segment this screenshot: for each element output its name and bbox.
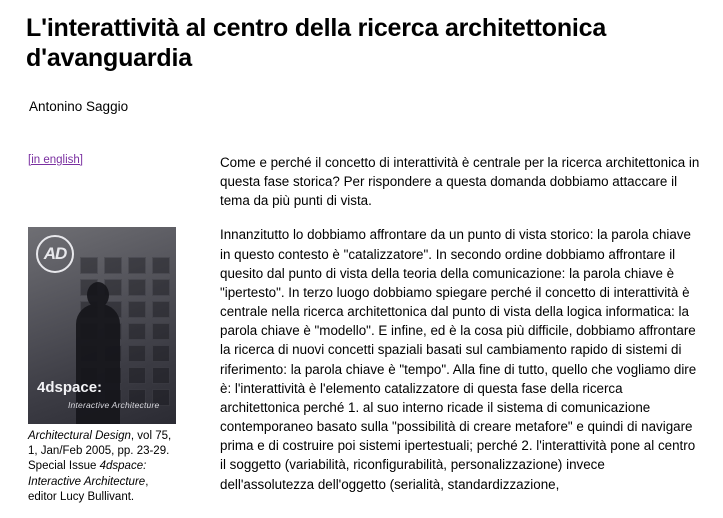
- caption-issue: , vol 75, 1, Jan/Feb 2005, pp. 23-29. Special Issue: [28, 430, 172, 473]
- page-title: L'interattività al centro della ricerca architettonica d'avanguardia: [26, 14, 607, 72]
- book-cover-image: [28, 227, 176, 424]
- ad-logo-icon: AD: [36, 235, 74, 273]
- figure-image: [28, 227, 176, 505]
- in-english-link[interactable]: [in english]: [28, 154, 83, 166]
- caption-journal: Architectural Design: [28, 430, 131, 442]
- caption-editor: , editor Lucy Bullivant.: [28, 475, 149, 503]
- content-columns: [26, 150, 701, 509]
- paragraph-1: Come e perché il concetto di interattività è centrale per la ricerca architettonica in questa fase storica? Per rispondere a questa domanda dobbiamo attaccare il tema da più punti di vista.: [220, 155, 700, 209]
- caption-special-title: 4dspace: Interactive Architecture: [28, 460, 147, 488]
- cover-subtitle: Interactive Architecture: [68, 400, 160, 410]
- figure-column: [26, 150, 184, 505]
- paragraph-2: Innanzitutto lo dobbiamo affrontare da un punto di vista storico: la parola chiave in questo contesto è "catalizzatore". In secondo ordine dobbiamo affrontare il quesito dal punto di vista della teoria della comunicazione: la parola chiave è "ipertesto". In terzo luogo dobbiamo spiegare perché il concetto di interattività è centrale nella ricerca architettonica dal punto di vista della logica informatica: la parola chiave è "modello". E infine, ed è la cosa più difficile, dobbiamo affrontare la ricerca di nuovi concetti spaziali basati sul cambiamento rapido di sistemi di riferimento: la parola chiave è "tempo". Alla fine di tutto, quello che vogliamo dire è: l'interattività è l'elemento catalizzatore di questa fase della ricerca architettonica perché 1. al suo interno ricade il sistema di comunicazione contemporaneo basato sulla "possibilità di creare metafore" e quindi di navigare prima e di costruire poi sistemi ipertestuali; perché 2. l'interattività pone al centro il soggetto (variabilità, riconfigurabilità, personalizzazione) invece dell'assolutezza dell'oggetto (serialità, standardizzazione,: [220, 227, 697, 492]
- figure-caption: [28, 429, 178, 505]
- cover-title: 4dspace:: [37, 379, 103, 396]
- author-name: Antonino Saggio: [29, 99, 129, 114]
- text-column: [184, 150, 701, 509]
